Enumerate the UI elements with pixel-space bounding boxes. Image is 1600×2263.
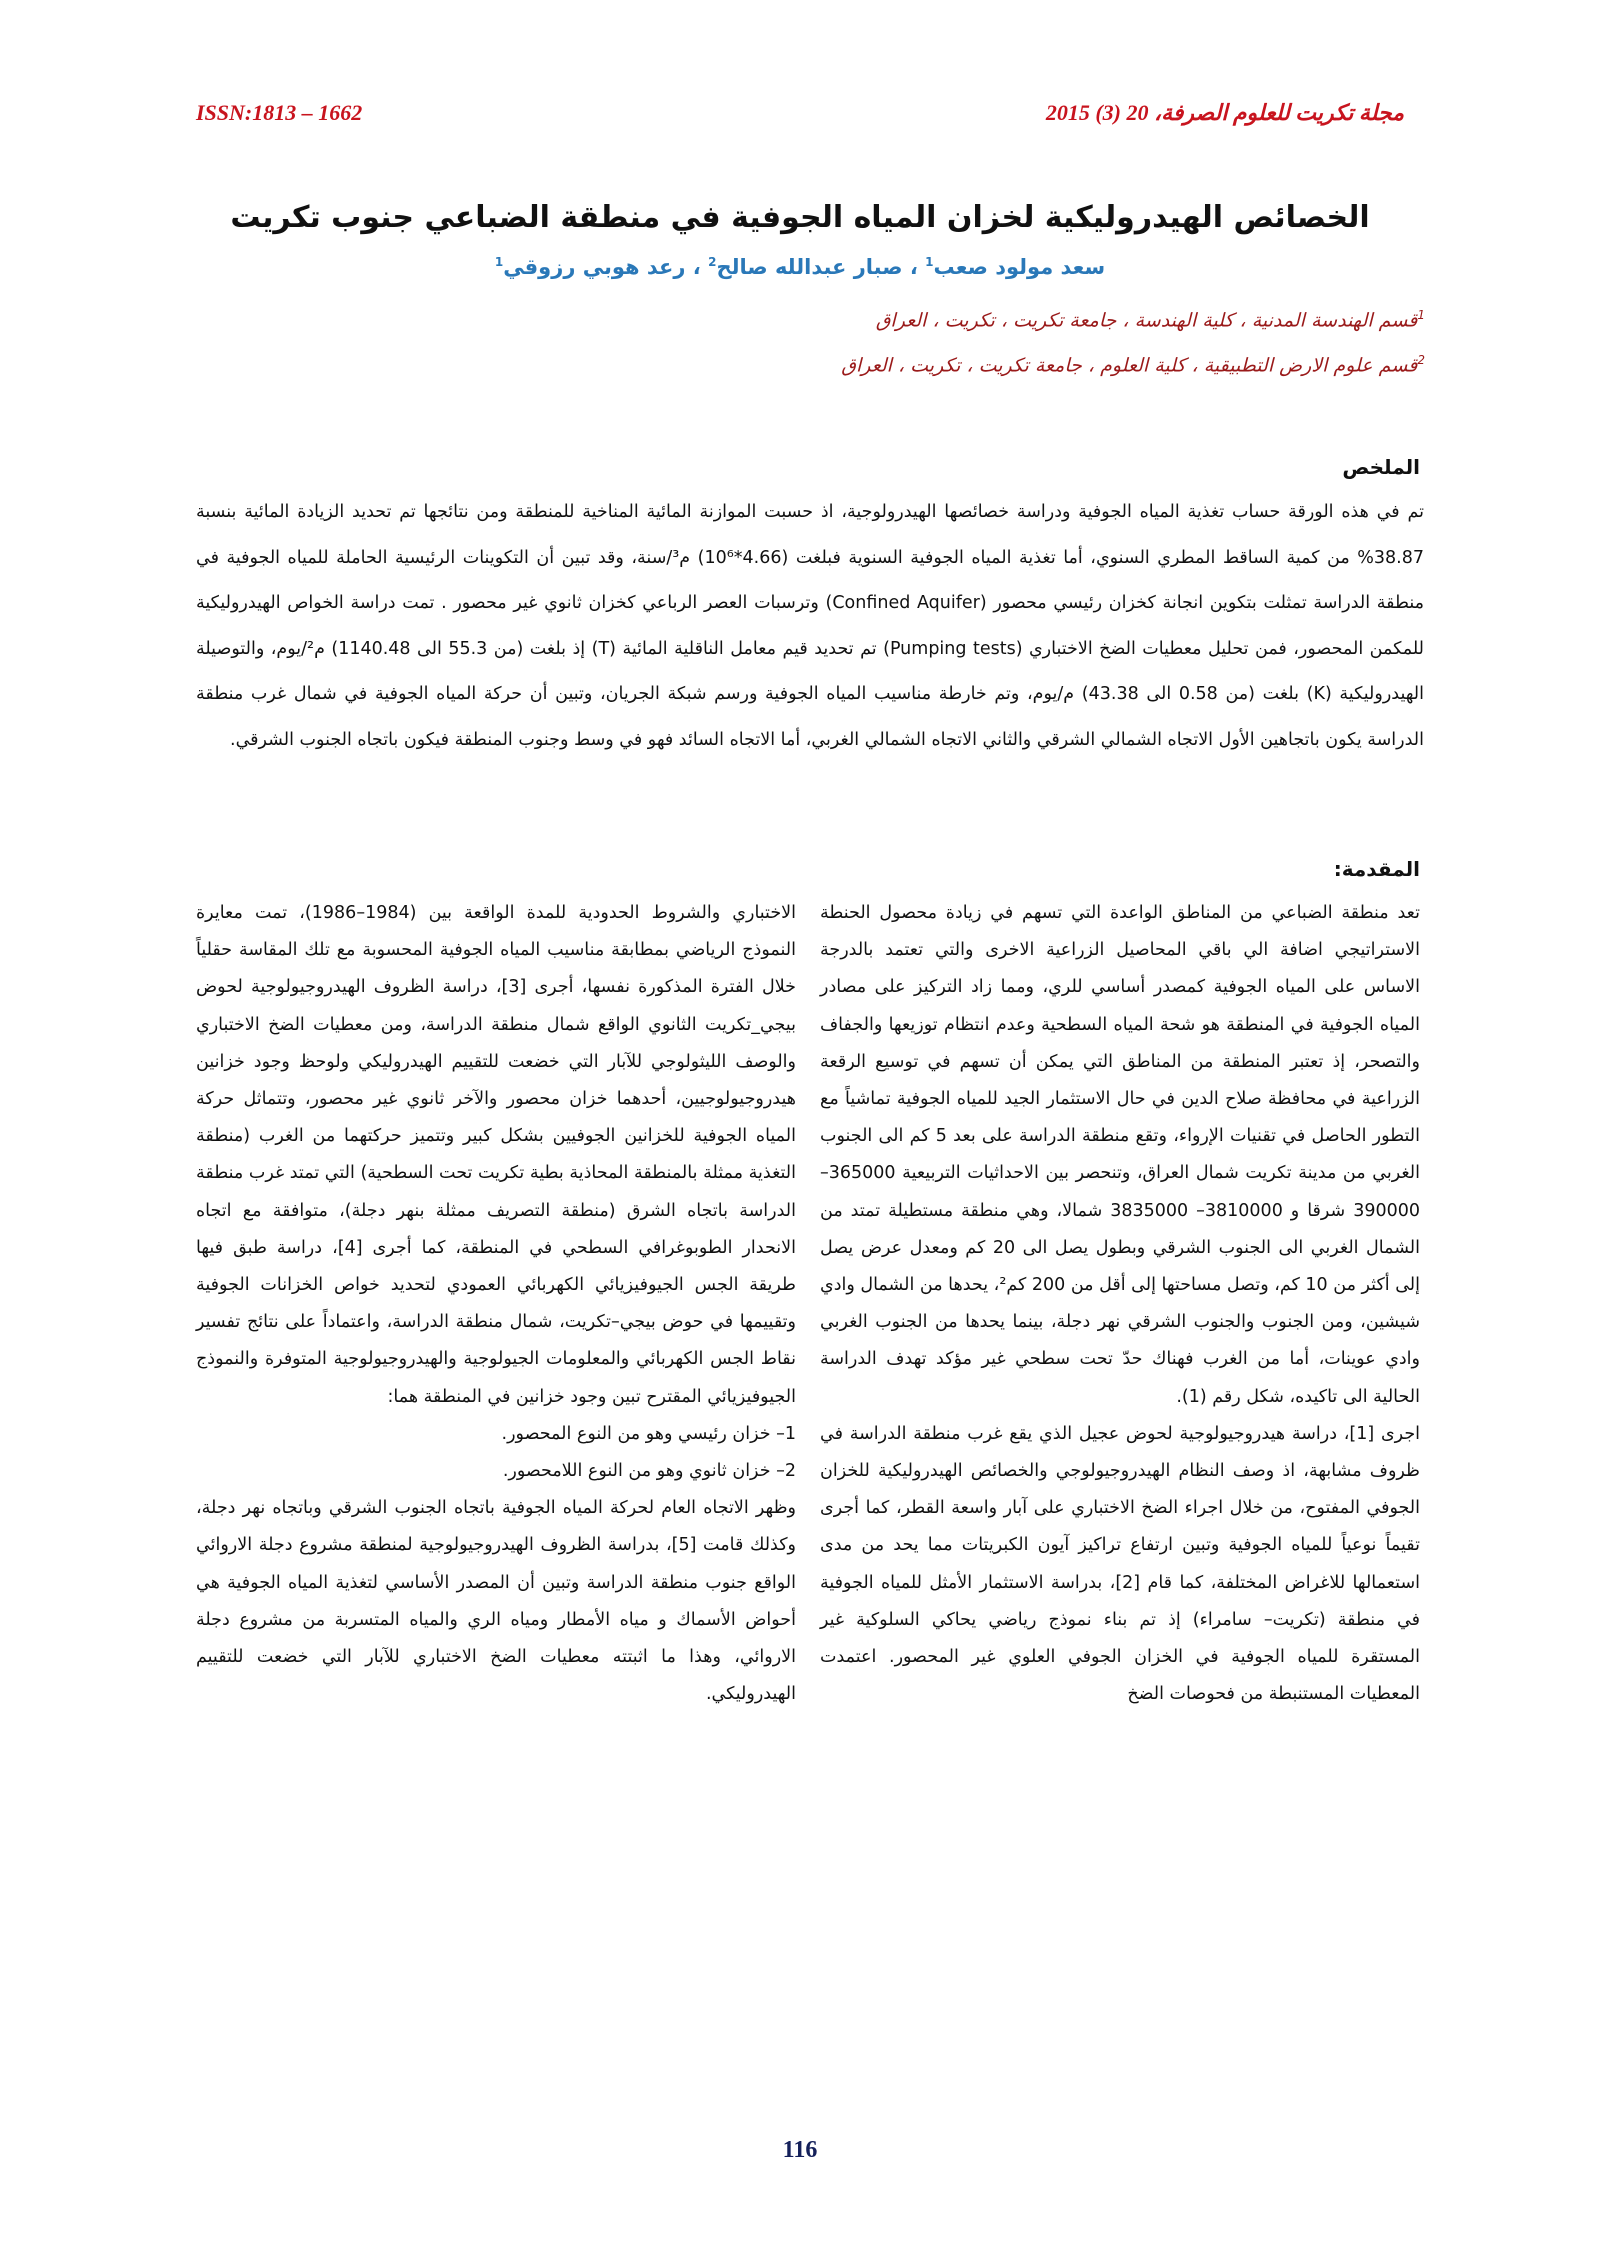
author-affiliation-mark: 1 [494,255,504,269]
affiliation-text: قسم الهندسة المدنية ، كلية الهندسة ، جامعة تكريت ، تكريت ، العراق [875,309,1418,332]
affiliation-2 [841,353,1425,376]
paragraph: الاختباري والشروط الحدودية للمدة الواقعة بين (1984–1986)، تمت معايرة النموذج الرياضي بمطابقة مناسيب المياه الجوفية المحسوبة مع تلك المقاسة حقلياً خلال الفترة المذكورة نفسها، أجرى [3]، دراسة الظروف الهيدروجيولوجية لحوض بيجي_تكريت الثانوي الواقع شمال منطقة الدراسة، ومن معطيات الضخ الاختباري والوصف الليثولوجي للآبار التي خضعت للتقييم الهيدروليكي ولوحظ وجود خزانين هيدروجيولوجيين، أحدهما خزان محصور والآخر ثانوي غير محصور، وتتماثل حركة المياه الجوفية للخزانين الجوفيين بشكل كبير وتتميز حركتهما من الغرب (منطقة التغذية ممثلة بالمنطقة المحاذية بطية تكريت تحت السطحية) التي تمتد غرب منطقة الدراسة باتجاه الشرق (منطقة التصريف ممثلة بنهر دجلة)، متوافقة مع اتجاه الانحدار الطوبوغرافي السطحي في المنطقة، كما أجرى [4]، دراسة طبق فيها طريقة الجس الجيوفيزيائي الكهربائي العمودي لتحديد خواص الخزانات الجوفية وتقييمها في حوض بيجي–تكريت، شمال منطقة الدراسة، واعتماداً على نتائج تفسير نقاط الجس الكهربائي والمعلومات الجيولوجية والهيدروجيولوجية المتوفرة والنموذج الجيوفيزيائي المقترح تبين وجود خزانين في المنطقة هما: [196,903,797,1407]
affiliation-number: 2 [1417,353,1425,367]
paragraph: وظهر الاتجاه العام لحركة المياه الجوفية باتجاه الجنوب الشرقي وباتجاه نهر دجلة، وكذلك قامت [5]، بدراسة الظروف الهيدروجيولوجية لمنطقة مشروع دجلة الاروائي الواقع جنوب منطقة الدراسة وتبين أن المصدر الأساسي لتغذية المياه الجوفية هي أحواض الأسماك و مياه الأمطار ومياه الري والمياه المتسربة من مشروع دجلة الاروائي، وهذا ما اثبتته معطيات الضخ الاختباري للآبار التي خضعت للتقييم الهيدروليكي. [196,1498,796,1705]
abstract-text: تم في هذه الورقة حساب تغذية المياه الجوفية ودراسة خصائصها الهيدرولوجية، اذ حسبت الموازنة المائية المناخية للمنطقة ومن نتائجها تم تحديد الزيادة المائية بنسبة 38.87% من كمية الساقط المطري السنوي، أما تغذية المياه الجوفية السنوية فبلغت (4.66*10⁶) م³/سنة، وقد تبين أن التكوينات الرئيسية الحاملة للمياه الجوفية في منطقة الدراسة تمثلت بتكوين انجانة كخزان رئيسي محصور (Confined Aquifer) وترسبات العصر الرباعي كخزان ثانوي غير محصور . تمت دراسة الخواص الهيدروليكية للمكمن المحصور، فمن تحليل معطيات الضخ الاختباري (Pumping tests) تم تحديد قيم معامل الناقلية المائية (T) إذ بلغت (من 55.3 الى 1140.48) م²/يوم، والتوصيلة الهيدروليكية (K) بلغت (من 0.58 الى 43.38) م/يوم، وتم خارطة مناسيب المياه الجوفية ورسم شبكة الجريان، وتبين أن حركة المياه الجوفية في شمال غرب منطقة الدراسة يكون باتجاهين الأول الاتجاه الشمالي الشرقي والثاني الاتجاه الشمالي الغربي، أما الاتجاه السائد فهو في وسط وجنوب المنطقة فيكون باتجاه الجنوب الشرقي. [196,502,1425,750]
affiliation-text: قسم علوم الارض التطبيقية ، كلية العلوم ، جامعة تكريت ، تكريت ، العراق [841,354,1418,377]
separator: ، [685,255,701,279]
journal-header: مجلة تكريت للعلوم الصرفة، 20 (3) 2015 [1045,100,1404,125]
paper-title: الخصائص الهيدروليكية لخزان المياه الجوفية في منطقة الضباعي جنوب تكريت [230,200,1370,235]
author-name: صبار عبدالله صالح [716,255,903,279]
author-affiliation-mark: 2 [708,255,717,269]
introduction-heading: المقدمة: [1333,857,1420,881]
author-list [0,255,1600,279]
affiliation-1 [876,308,1425,331]
issn-header: ISSN:1813 – 1662 [196,100,363,125]
author-affiliation-mark: 1 [925,255,934,269]
intro-left-column [196,895,796,1713]
paragraph: تعد منطقة الضباعي من المناطق الواعدة التي تسهم في زيادة محصول الحنطة الاستراتيجي اضافة الي باقي المحاصيل الزراعية الاخرى والتي تعتمد بالدرجة الاساس على المياه الجوفية كمصدر أساسي للري، ومما زاد التركيز على مصادر المياه الجوفية في المنطقة هو شحة المياه السطحية وعدم انتظام توزيعها والجفاف والتصحر، إذ تعتبر المنطقة من المناطق التي يمكن أن تسهم في توسيع الرقعة الزراعية في محافظة صلاح الدين في حال الاستثمار الجيد للمياه الجوفية تماشياً مع التطور الحاصل في تقنيات الإرواء، وتقع منطقة الدراسة على بعد 5 كم الى الجنوب الغربي من مدينة تكريت شمال العراق، وتنحصر بين الاحداثيات التربيعية 365000– 390000 شرقا و 3810000– 3835000 شمالا، وهي منطقة مستطيلة تمتد من الشمال الغربي الى الجنوب الشرقي وبطول يصل الى 20 كم ومعدل عرض يصل إلى أكثر من 10 كم، وتصل مساحتها إلى أقل من 200 كم²، يحدها من الشمال وادي شيشين، ومن الجنوب والجنوب الشرقي نهر دجلة، بينما يحدها من الجنوب الغربي وادي عوينات، أما من الغرب فهناك حدّ تحت سطحي غير مؤكد تهدف الدراسة الحالية الى تاكيده، شكل رقم (1). [820,903,1421,1407]
intro-right-column [820,895,1420,1713]
separator: ، [902,255,918,279]
list-item: 2– خزان ثانوي وهو من النوع اللامحصور. [502,1461,796,1482]
affiliation-number: 1 [1417,308,1425,322]
author-name: رعد هوبي رزوقي [503,255,686,279]
list-item: 1– خزان رئيسي وهو من النوع المحصور. [501,1423,796,1444]
abstract-heading: الملخص [1342,455,1420,479]
page-number: 116 [782,2137,818,2163]
paragraph: اجرى [1]، دراسة هيدروجيولوجية لحوض عجيل الذي يقع غرب منطقة الدراسة في ظروف مشابهة، اذ وصف النظام الهيدروجيولوجي والخصائص الهيدروليكية للخزان الجوفي المفتوح، من خلال اجراء الضخ الاختباري على آبار واسعة القطر، كما أجرى تقيماً نوعياً للمياه الجوفية وتبين ارتفاع تراكيز آيون الكبريتات مما يحد من مدى استعمالها للاغراض المختلفة، كما قام [2]، بدراسة الاستثمار الأمثل للمياه الجوفية في منطقة (تكريت– سامراء) إذ تم بناء نموذج رياضي يحاكي السلوكية غير المستقرة للمياه الجوفية في الخزان الجوفي العلوي غير المحصور. اعتمدت المعطيات المستنبطة من فحوصات الضخ [820,1423,1420,1705]
author-name: سعد مولود صعب [933,255,1106,279]
abstract-body [196,490,1424,763]
